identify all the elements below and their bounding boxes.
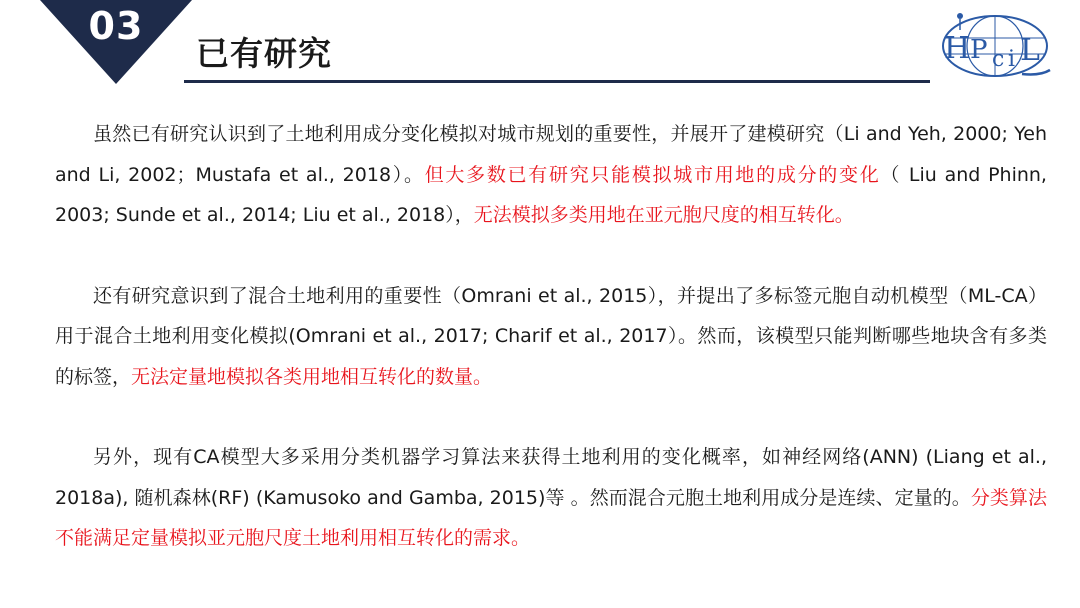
- svg-text:i: i: [1008, 47, 1016, 72]
- svg-text:P: P: [970, 35, 988, 65]
- paragraph-1-highlight-b: 无法模拟多类用地在亚元胞尺度的相互转化。: [473, 204, 854, 226]
- paragraph-3-text-a: 另外，现有CA模型大多采用分类机器学习算法来获得土地利用的变化概率，如神经网络(ANN) (Liang et al., 2018a), 随机森林(RF) (Kamusoko and Gamba, 2015)等 。然而混合元胞土地利用成分是连续、定量的。: [55, 446, 1047, 509]
- paragraph-3-highlight-a: 分类算法不能满足定量模拟亚元胞尺度土地利用相互转化的需求。: [55, 486, 1047, 549]
- paragraph-2: [55, 276, 1047, 398]
- section-number: 03: [88, 4, 144, 48]
- title-underline: [184, 80, 930, 83]
- svg-text:L: L: [1020, 33, 1040, 68]
- paragraph-2-highlight-a: 无法定量地模拟各类用地相互转化的数量。: [131, 365, 493, 388]
- hpcil-logo: [936, 8, 1054, 84]
- svg-text:c: c: [992, 47, 1005, 72]
- paragraph-1-text-b: （ Liu and Phinn, 2003; Sunde et al., 2014; Liu et al., 2018），: [55, 163, 1047, 226]
- paragraph-1: [55, 114, 1047, 236]
- paragraph-1-highlight-a: 但大多数已有研究只能模拟城市用地的成分的变化: [424, 163, 881, 186]
- paragraph-3: [55, 437, 1047, 559]
- svg-text:H: H: [944, 31, 971, 66]
- slide-title: 已有研究: [196, 34, 332, 73]
- paragraph-2-text-a: 还有研究意识到了混合土地利用的重要性（Omrani et al., 2015），并提出了多标签元胞自动机模型（ML-CA）用于混合土地利用变化模拟(Omrani et al., 2017; Charif et al., 2017）。然而，该模型只能判断哪些地块含有多类的标签，: [55, 284, 1047, 388]
- body-content: [55, 114, 1047, 559]
- paragraph-1-text-a: 虽然已有研究认识到了土地利用成分变化模拟对城市规划的重要性，并展开了建模研究（Li and Yeh, 2000; Yeh and Li, 2002；Mustafa et al., 2018）。: [55, 123, 1047, 186]
